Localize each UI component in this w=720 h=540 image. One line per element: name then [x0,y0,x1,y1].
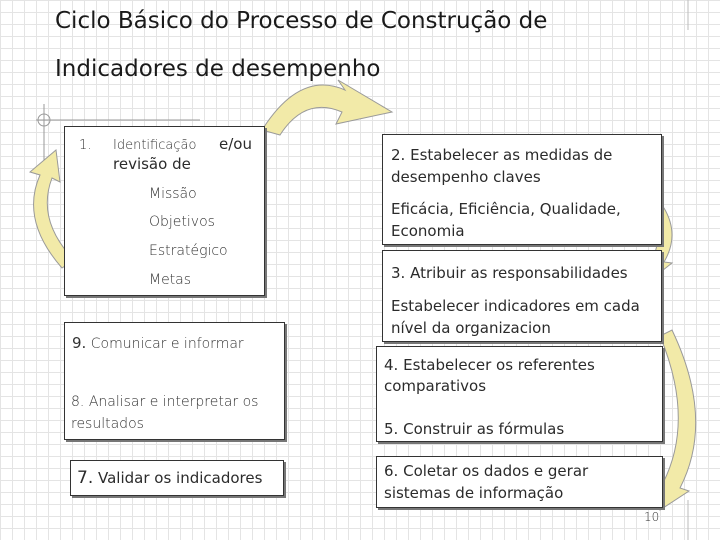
step8-line2: resultados [71,416,144,432]
step2-box [382,134,662,245]
step7-label: Validar os indicadores [98,469,263,487]
step6-line1: Coletar os dados e gerar [403,462,589,480]
step1-item-estrategico: Estratégico [149,243,228,259]
step1-number: 1. [79,138,92,153]
step2-line1: Estabelecer as medidas de [410,146,613,164]
step6-box [376,456,663,508]
step3-label: Atribuir as responsabilidades [410,264,628,282]
step2-detail-line1: Eficácia, Eficiência, Qualidade, [391,200,621,218]
step1-box [64,126,265,296]
step5-number: 5. [384,420,399,438]
step2-number: 2. [391,146,406,164]
step8-number: 8. [71,394,85,410]
step3-detail-line1: Estabelecer indicadores em cada [391,297,640,315]
step3-box [382,250,662,342]
step9-number: 9. [72,334,87,352]
step4-number: 4. [384,356,399,374]
top-curved-arrow [262,80,392,135]
step1-label-c: revisão de [113,155,191,173]
step4-line1: Estabelecer os referentes [403,356,595,374]
step4-5-box [376,346,663,442]
step1-item-objetivos: Objetivos [149,214,215,230]
step2-line2: desempenho claves [391,168,541,186]
step7-number: 7. [77,468,94,488]
step3-detail-line2: nível da organizacion [391,319,551,337]
step5-label: Construir as fórmulas [403,420,565,438]
step3-number: 3. [391,264,406,282]
step9-8-box [64,322,285,440]
step6-line2: sistemas de informação [384,484,564,502]
step1-item-missao: Missão [149,186,197,202]
step7-box [70,460,284,496]
slide-title-line1: Ciclo Básico do Processo de Construção de [55,8,548,34]
page-number: 10 [644,510,660,524]
step6-number: 6. [384,462,399,480]
step9-label: Comunicar e informar [90,336,244,352]
slide-title-line2: Indicadores de desempenho [55,56,381,82]
step1-label-a: Identificação [113,138,197,153]
step4-line2: comparativos [384,377,487,395]
step2-detail-line2: Economia [391,222,465,240]
step8-line1: Analisar e interpretar os [88,394,259,410]
step1-item-metas: Metas [149,272,192,288]
step1-label-b: e/ou [219,135,252,153]
